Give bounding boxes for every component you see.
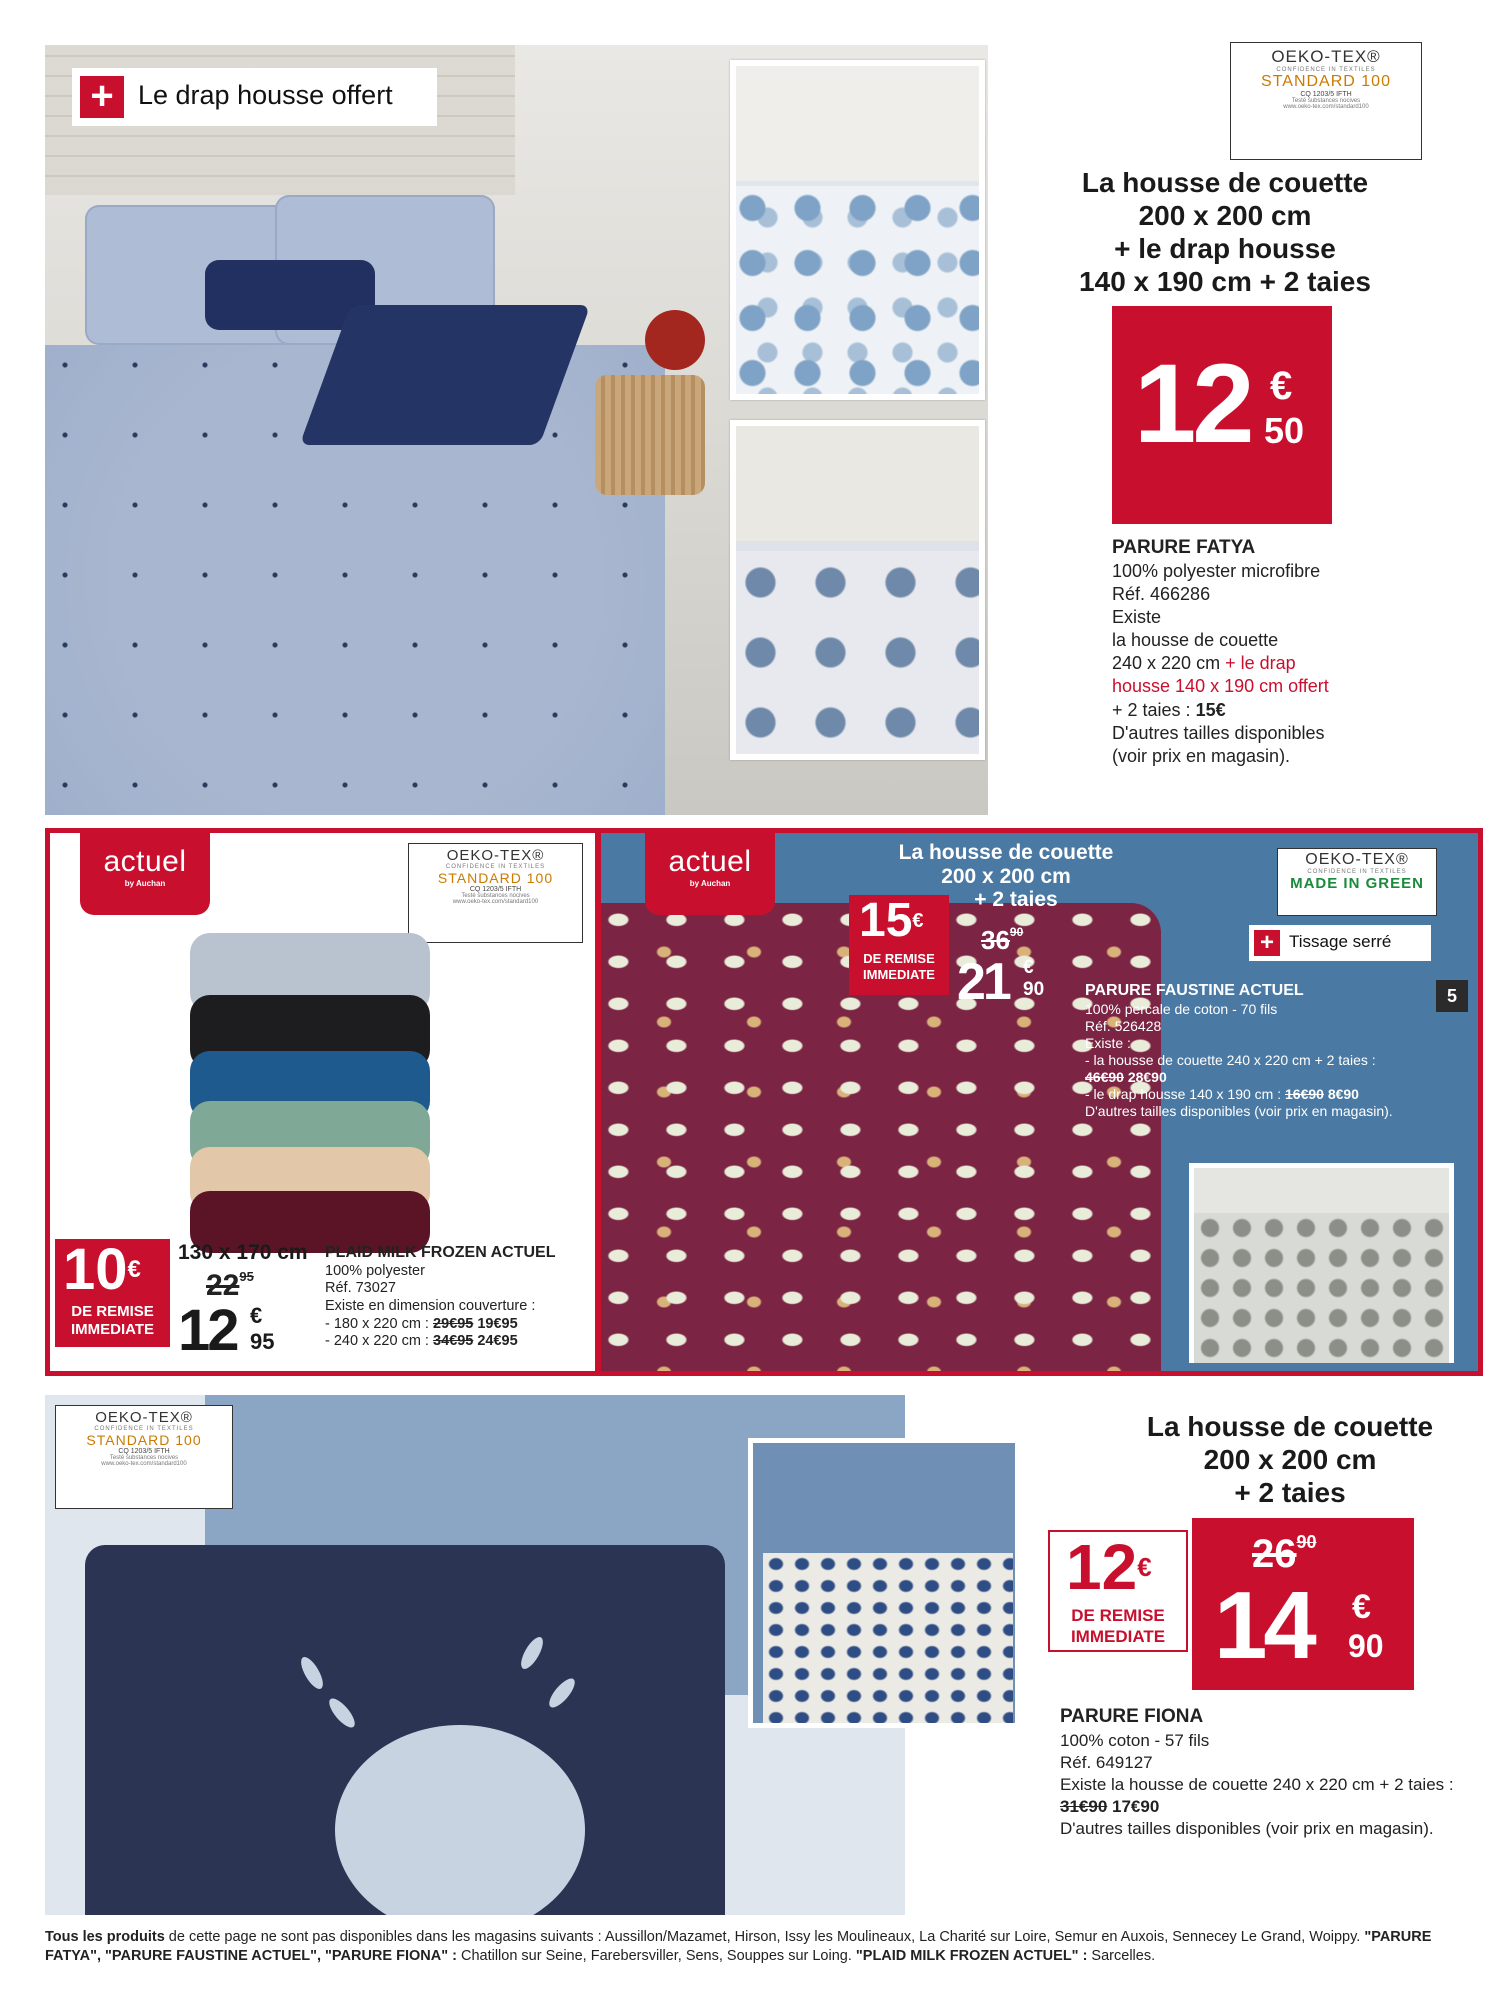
faustine-remise-badge — [849, 895, 949, 995]
desc-price: 15€ — [1195, 699, 1226, 720]
footer-part: Sarcelles. — [1087, 1947, 1156, 1964]
desc-line — [1085, 1086, 1455, 1103]
remise-amount — [859, 895, 924, 947]
remise-num: 12 — [1066, 1531, 1138, 1603]
old-cents: 90 — [1296, 1532, 1317, 1552]
desc-new: 24€95 — [473, 1333, 518, 1350]
footer-part: "PLAID MILK FROZEN ACTUEL" : — [855, 1947, 1088, 1964]
oeko-line3: STANDARD 100 — [437, 870, 554, 886]
desc-offert: + le drap — [1220, 653, 1296, 674]
product-title: PLAID MILK FROZEN ACTUEL — [325, 1244, 556, 1261]
old-cents: 95 — [239, 1269, 254, 1284]
headline-line: + 2 taies — [974, 888, 1058, 912]
oeko-line1: OEKO-TEX® — [95, 1409, 193, 1426]
brand-by: by Auchan — [689, 879, 731, 888]
oeko-line6: www.oeko-tex.com/standard100 — [452, 899, 539, 905]
desc-line — [325, 1333, 595, 1351]
desc-line: Réf. 466286 — [1112, 584, 1211, 605]
desc-line — [1060, 1796, 1480, 1818]
product-title: PARURE FIONA — [1060, 1706, 1204, 1727]
fatya-inset-photo-1 — [730, 60, 985, 400]
oeko-line4: CQ 1203/5 IFTH — [118, 1448, 170, 1455]
footer-part: "PARURE FATYA", "PARURE FAUSTINE ACTUEL", "PARURE FIONA" : — [45, 1929, 1432, 1964]
faustine-description — [1085, 981, 1455, 1120]
desc-line: 100% polyester microfibre — [1112, 561, 1321, 582]
old-int: 26 — [1252, 1532, 1297, 1576]
brand-by: by Auchan — [124, 879, 166, 888]
old-cents: 90 — [1009, 925, 1024, 939]
desc-line — [1085, 1069, 1455, 1086]
new-cents: 95 — [250, 1329, 275, 1354]
oeko-line5: Testé substances nocives — [1291, 98, 1361, 104]
faustine-inset-photo — [1189, 1163, 1454, 1363]
plaid-size: 130 x 170 cm — [178, 1241, 308, 1264]
desc-part: 240 x 220 cm — [1112, 653, 1221, 674]
desc-part: - le drap housse 140 x 190 cm : — [1085, 1085, 1285, 1102]
new-cur: € — [1023, 957, 1034, 978]
desc-old: 16€90 — [1285, 1085, 1324, 1102]
actuel-logo — [80, 833, 210, 915]
fiona-remise-badge — [1048, 1530, 1188, 1652]
remise-num: 15 — [859, 894, 913, 947]
desc-old: 46€90 — [1085, 1068, 1124, 1085]
remise-l2: IMMEDIATE — [863, 967, 935, 982]
fiona-inset-photo — [748, 1438, 1020, 1728]
remise-amount — [63, 1239, 141, 1301]
product-title: PARURE FATYA — [1112, 537, 1256, 558]
oeko-line2: CONFIDENCE IN TEXTILES — [94, 1426, 194, 1432]
desc-line: D'autres tailles disponibles (voir prix en magasin). — [1085, 1102, 1393, 1119]
desc-line: (voir prix en magasin). — [1112, 745, 1291, 766]
desc-line: Réf. 649127 — [1060, 1752, 1153, 1772]
price-cents: 50 — [1264, 410, 1305, 451]
footer-part: Chatillon sur Seine, Farebersviller, Sens, Souppes sur Loing. — [456, 1947, 856, 1964]
fiona-description — [1060, 1705, 1480, 1840]
desc-line: Existe — [1112, 607, 1162, 628]
remise-l1: DE REMISE — [1071, 1606, 1165, 1625]
desc-new: 8€90 — [1323, 1085, 1359, 1102]
faustine-old-price — [981, 925, 1023, 956]
desc-line: Existe : — [1085, 1034, 1131, 1051]
desc-offert: housse 140 x 190 cm offert — [1112, 676, 1329, 697]
old-int: 36 — [981, 925, 1010, 955]
oeko-line1: OEKO-TEX® — [1305, 851, 1409, 868]
desc-part: - 180 x 220 cm : — [325, 1315, 433, 1332]
fiona-price-box — [1192, 1518, 1414, 1690]
oeko-tex-badge — [1230, 42, 1422, 160]
desc-line — [1112, 652, 1412, 675]
headline-line: 200 x 200 cm — [941, 864, 1071, 888]
new-int: 21 — [957, 953, 1009, 1011]
new-int: 12 — [178, 1298, 237, 1363]
fatya-inset-photo-2 — [730, 420, 985, 760]
floral-bed — [736, 186, 979, 400]
desc-line: Existe en dimension couverture : — [325, 1297, 536, 1314]
drap-offert-banner — [72, 68, 437, 126]
new-cur: € — [1352, 1588, 1371, 1626]
oeko-line5: Testé substances nocives — [461, 893, 530, 899]
headline-line: 140 x 190 cm + 2 taies — [1079, 266, 1371, 298]
remise-l1: DE REMISE — [71, 1303, 154, 1320]
desc-old: 29€95 — [433, 1315, 474, 1332]
plaid-remise-badge — [55, 1239, 170, 1347]
desc-line — [1112, 699, 1412, 722]
desc-part: + 2 taies : — [1112, 699, 1196, 720]
oeko-line2: CONFIDENCE IN TEXTILES — [1307, 869, 1407, 875]
remise-l2: IMMEDIATE — [70, 1321, 155, 1338]
remise-l2: IMMEDIATE — [1070, 1627, 1166, 1646]
headline-line: 200 x 200 cm — [1138, 200, 1312, 232]
plaid-stack-photo — [190, 933, 430, 1253]
desc-new: 19€95 — [473, 1315, 518, 1332]
oeko-tex-badge — [55, 1405, 233, 1509]
new-cents: 90 — [1023, 979, 1045, 1000]
desc-part: - 240 x 220 cm : — [325, 1333, 433, 1350]
oeko-line6: www.oeko-tex.com/standard100 — [1283, 104, 1369, 110]
oeko-line3: MADE IN GREEN — [1290, 875, 1424, 892]
new-cur: € — [250, 1303, 263, 1328]
oeko-line2: CONFIDENCE IN TEXTILES — [1276, 67, 1376, 73]
plaid-panel — [50, 833, 595, 1371]
ginkgo-bed — [736, 551, 979, 760]
plaid-new-price — [178, 1299, 288, 1363]
desc-old: 31€90 — [1060, 1796, 1108, 1816]
desc-line — [325, 1316, 595, 1334]
fatya-headline — [1030, 166, 1420, 298]
desc-new: 28€90 — [1123, 1068, 1167, 1085]
headline-line: La housse de couette — [1081, 167, 1369, 198]
fatya-price-box — [1112, 306, 1332, 524]
tissage-serre-tag — [1249, 925, 1431, 961]
fiona-headline — [1130, 1410, 1450, 1509]
new-cents: 90 — [1348, 1628, 1384, 1664]
wicker-basket — [595, 375, 705, 495]
oeko-line3: STANDARD 100 — [86, 1432, 202, 1448]
price-int: 12 — [1134, 341, 1251, 466]
desc-line: Réf. 73027 — [325, 1280, 396, 1297]
banner-text: Le drap housse offert — [138, 80, 393, 110]
footer-availability-note — [45, 1928, 1485, 1966]
plus-icon: + — [80, 76, 124, 118]
desc-line: D'autres tailles disponibles (voir prix en magasin). — [1060, 1819, 1434, 1839]
plus-icon: + — [1254, 930, 1280, 956]
plaid-description — [325, 1243, 595, 1351]
footer-part: Tous les produits — [45, 1929, 165, 1945]
oeko-line1: OEKO-TEX® — [1271, 47, 1381, 66]
oeko-tex-made-in-green-badge — [1277, 848, 1437, 916]
desc-line: la housse de couette — [1112, 630, 1279, 651]
remise-cur: € — [1137, 1552, 1152, 1582]
headline-line: La housse de couette — [898, 841, 1114, 864]
oeko-tex-badge — [408, 843, 583, 943]
old-int: 22 — [206, 1269, 240, 1302]
price-currency: € — [1270, 364, 1293, 408]
fiona-old-price — [1252, 1532, 1317, 1577]
red-vase — [645, 310, 705, 370]
oeko-line6: www.oeko-tex.com/standard100 — [101, 1461, 187, 1467]
desc-line: Existe la housse de couette 240 x 220 cm + 2 taies : — [1060, 1774, 1454, 1794]
remise-num: 10 — [63, 1237, 128, 1302]
page-number: 5 — [1436, 980, 1468, 1012]
remise-cur: € — [127, 1256, 141, 1283]
fatya-description — [1112, 536, 1412, 768]
desc-new: 17€90 — [1107, 1796, 1160, 1816]
remise-amount — [1066, 1531, 1152, 1603]
desc-line: 100% polyester — [325, 1262, 425, 1279]
desc-line: Réf. 526428 — [1085, 1017, 1162, 1034]
headline-line: + 2 taies — [1234, 1477, 1346, 1509]
headline-line: 200 x 200 cm — [1203, 1444, 1377, 1476]
oeko-line1: OEKO-TEX® — [446, 847, 545, 864]
remise-cur: € — [912, 910, 924, 932]
desc-line: D'autres tailles disponibles — [1112, 722, 1325, 743]
desc-line: - la housse de couette 240 x 220 cm + 2 taies : — [1085, 1051, 1376, 1068]
navy-duvet — [300, 305, 591, 445]
oeko-line3: STANDARD 100 — [1261, 73, 1391, 90]
brand-name: actuel — [103, 845, 187, 878]
oeko-line4: CQ 1203/5 IFTH — [1300, 91, 1352, 98]
headline-line: + le drap housse — [1114, 233, 1336, 265]
oeko-line4: CQ 1203/5 IFTH — [469, 886, 522, 893]
remise-l1: DE REMISE — [863, 951, 935, 966]
faustine-panel — [601, 833, 1478, 1371]
actuel-logo — [645, 833, 775, 915]
oeko-line5: Testé substances nocives — [109, 1455, 179, 1461]
headline-line: La housse de couette — [1146, 1411, 1434, 1442]
leaf-pattern-bed — [763, 1553, 1013, 1723]
new-int: 14 — [1214, 1572, 1313, 1679]
grey-floral-bed — [1194, 1213, 1449, 1363]
desc-line: 100% coton - 57 fils — [1060, 1730, 1210, 1750]
desc-old: 34€95 — [433, 1333, 474, 1350]
footer-part: de cette page ne sont pas disponibles dans les magasins suivants : Aussillon/Mazamet, Hirson, Issy les Moulineaux, La Charité sur Loire, Semur en Auxois, Sennecey Le Grand, Woippy. — [164, 1929, 1365, 1945]
oeko-line2: CONFIDENCE IN TEXTILES — [445, 864, 546, 870]
brand-name: actuel — [668, 845, 752, 878]
desc-line: 100% percale de coton - 70 fils — [1085, 1000, 1278, 1017]
tissage-text: Tissage serré — [1289, 932, 1392, 951]
product-title: PARURE FAUSTINE ACTUEL — [1085, 982, 1304, 999]
faustine-new-price — [957, 953, 1067, 1013]
